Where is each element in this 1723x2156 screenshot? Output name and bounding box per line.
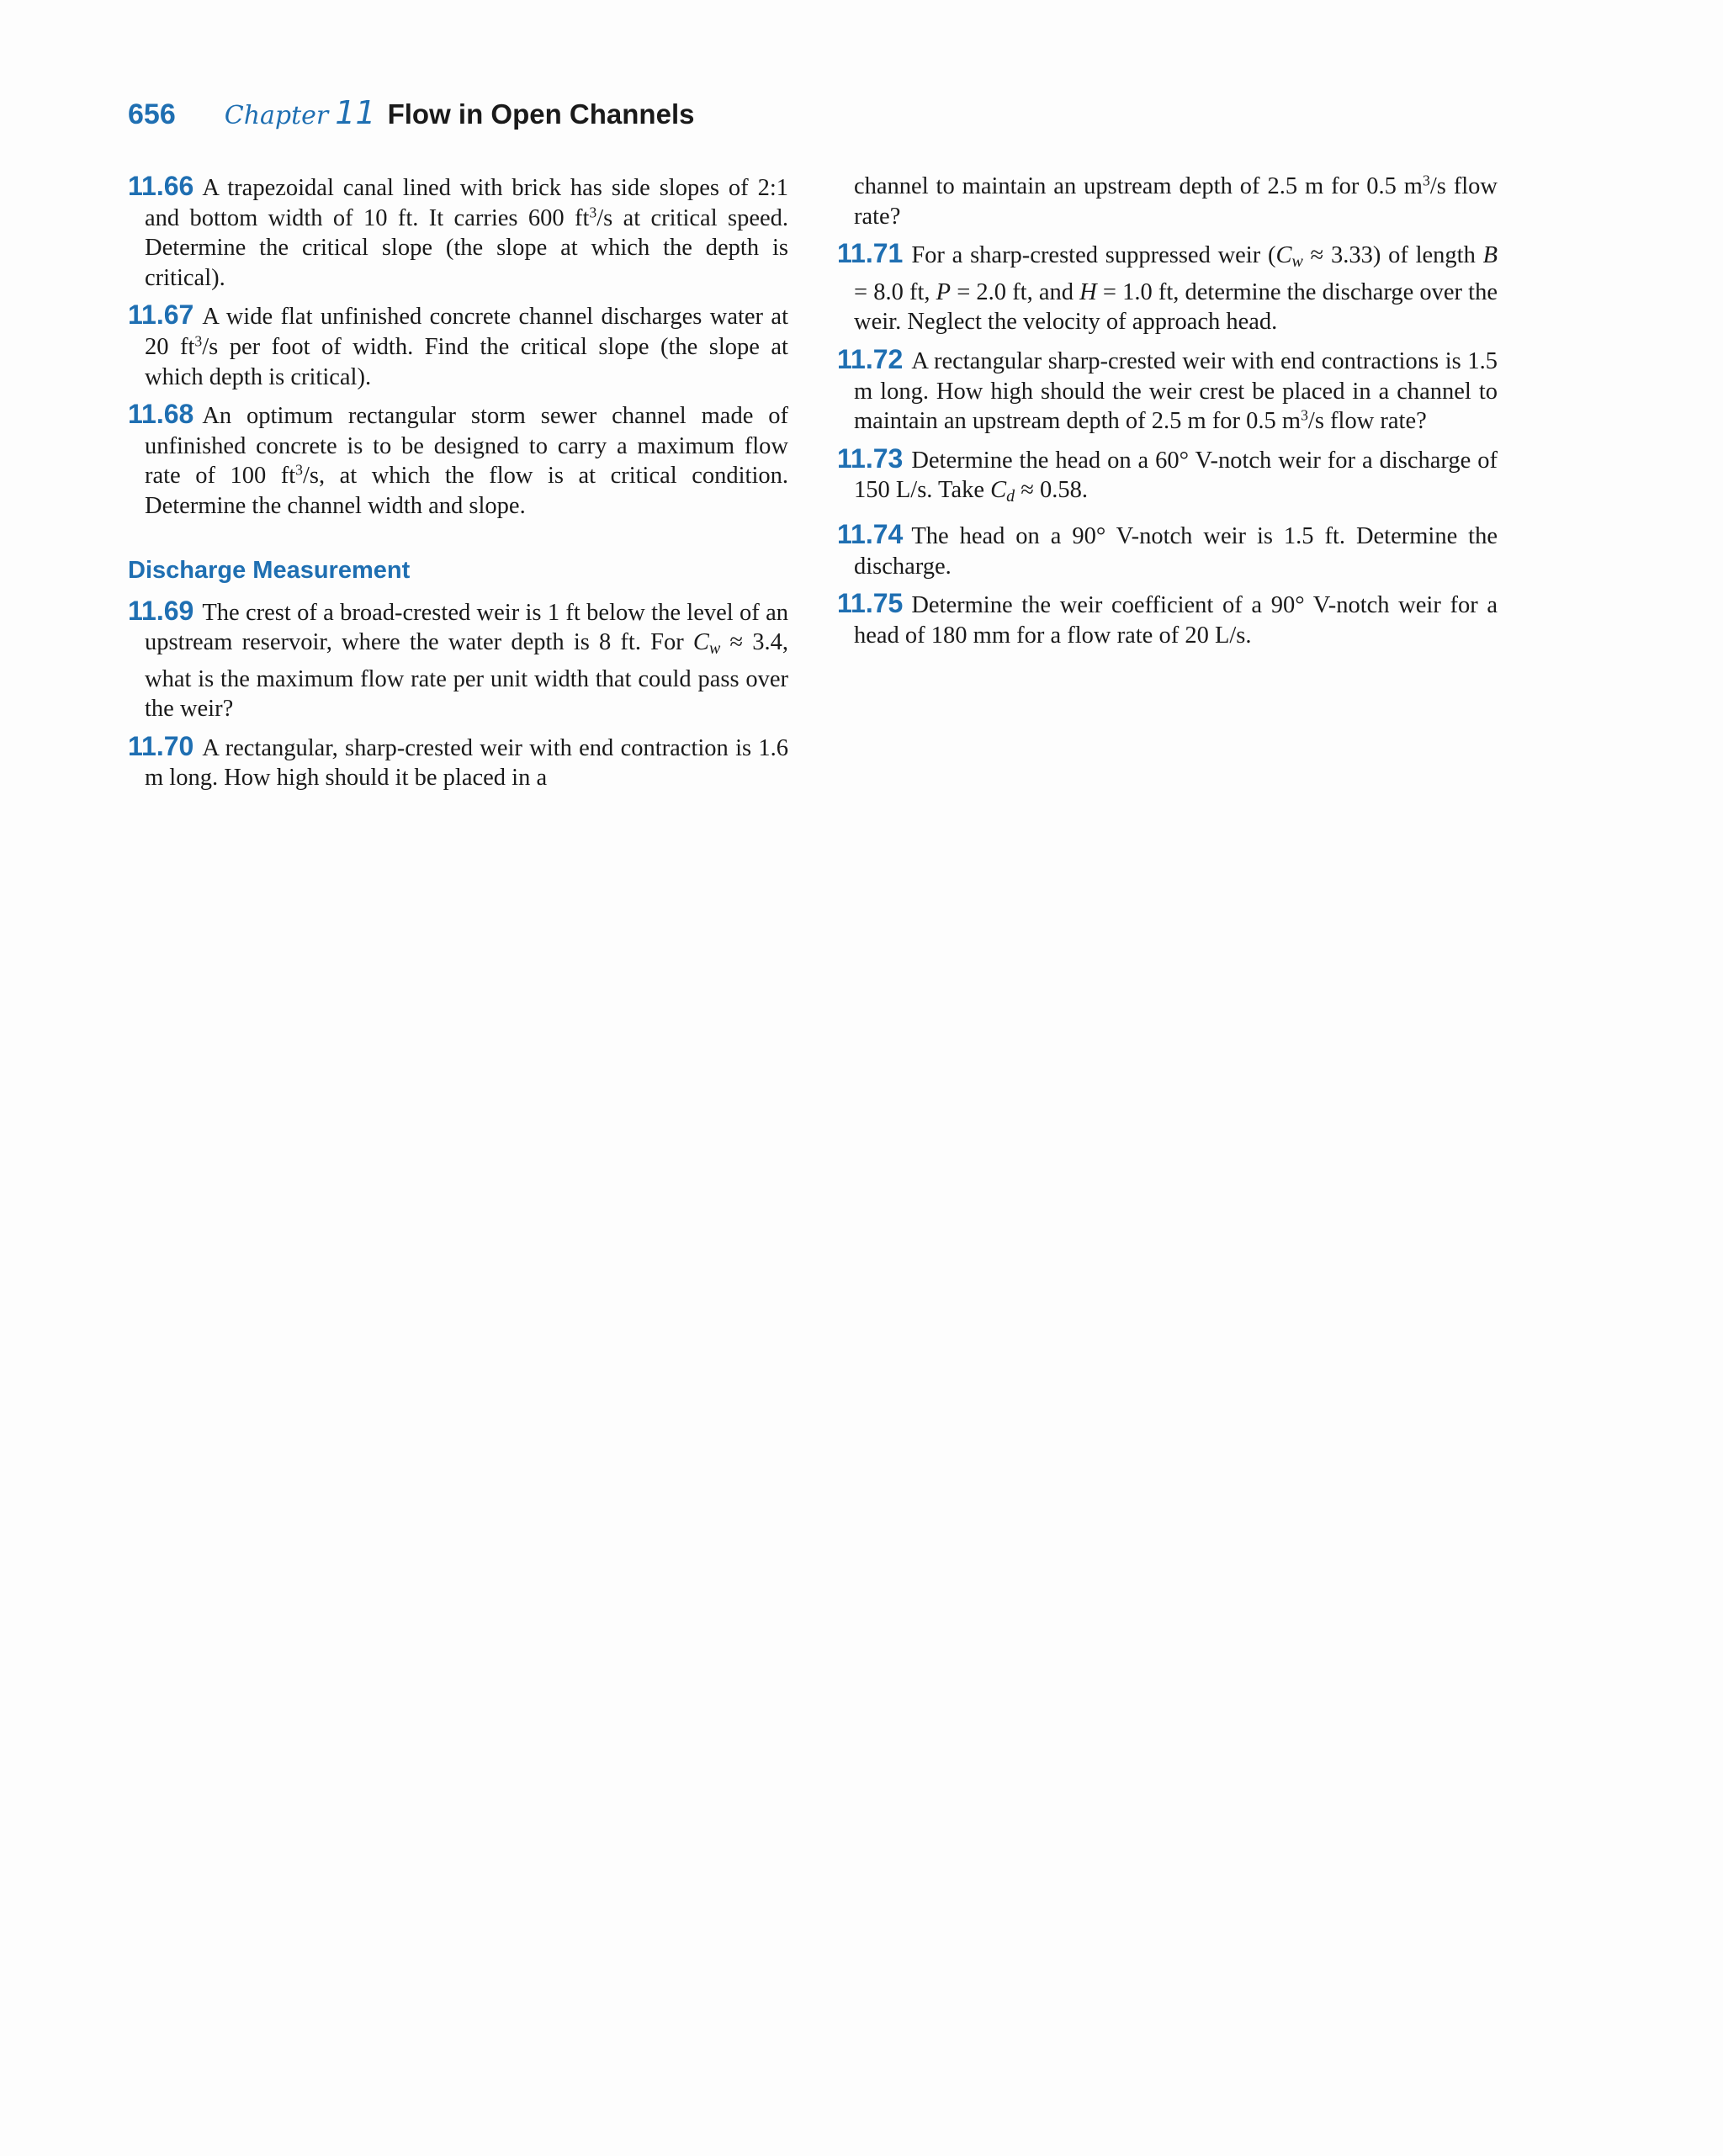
superscript: 3 (1301, 406, 1308, 424)
problem-text: Determine the head on a 60° V-notch weir for a discharge of 150 L/s. Take (854, 447, 1498, 504)
chapter-title: Flow in Open Channels (387, 98, 695, 130)
problem-number: 11.66 (128, 171, 194, 201)
problem-11-72 (837, 345, 1498, 437)
subscript: d (1006, 487, 1015, 506)
subscript: w (1291, 252, 1303, 272)
chapter-number: 11 (335, 94, 376, 131)
variable: P (936, 278, 952, 305)
problem-text: = 8.0 ft, (854, 278, 936, 305)
problem-text: The head on a 90° V-notch weir is 1.5 ft. Determine the discharge. (854, 522, 1498, 580)
problem-text: = 1.0 ft, determine the discharge over the weir. Neglect the velocity of approach head. (854, 278, 1498, 336)
problem-text: A rectangular sharp-crested weir with end contractions is 1.5 m long. How high should the weir crest be placed in a channel to maintain an upstream depth of 2.5 m for 0.5 m (854, 347, 1498, 435)
problem-number: 11.73 (837, 442, 904, 474)
problem-11-71 (837, 239, 1498, 337)
problem-text: The crest of a broad-crested weir is 1 ft below the level of an upstream reservoir, where the water depth is 8 ft. For (145, 599, 788, 656)
superscript: 3 (589, 203, 597, 220)
problem-number: 11.72 (837, 343, 904, 374)
problem-number: 11.67 (128, 299, 194, 331)
problem-text: channel to maintain an upstream depth of 2.5 m for 0.5 m (854, 173, 1423, 199)
problem-text: A trapezoidal canal lined with brick has side slopes of 2:1 and bottom width of 10 ft. It carries 600 ft (145, 175, 788, 231)
superscript: 3 (194, 332, 203, 350)
superscript: 3 (1422, 172, 1430, 189)
problem-text: /s at critical speed. Determine the critical slope (the slope at which the depth is critical). (145, 204, 788, 291)
problem-text: /s per foot of width. Find the critical slope (the slope at which depth is critical). (145, 333, 788, 390)
problem-11-70 (128, 732, 788, 793)
problem-text: ≈ 3.4, what is the maximum flow rate per unit width that could pass over the weir? (145, 629, 788, 723)
right-column (837, 172, 1498, 658)
running-head (128, 94, 694, 131)
problem-11-73 (837, 444, 1498, 512)
problem-number: 11.74 (837, 518, 904, 549)
superscript: 3 (295, 461, 303, 479)
left-column (128, 172, 788, 801)
problem-11-67 (128, 300, 788, 392)
problem-text: /s, at which the flow is at critical condition. Determine the channel width and slope. (145, 463, 788, 519)
problem-number: 11.68 (128, 399, 194, 430)
problem-11-66 (128, 172, 788, 293)
problem-11-70-continued (837, 172, 1498, 231)
problem-text: ≈ 0.58. (1015, 477, 1089, 504)
problem-text: For a sharp-crested suppressed weir ( (911, 242, 1276, 269)
variable: B (1482, 242, 1498, 269)
problem-11-75 (837, 589, 1498, 650)
problem-text: An optimum rectangular storm sewer channel made of unfinished concrete is to be designed to carry a maximum flow rate of 100 ft (145, 403, 788, 490)
problem-11-68 (128, 400, 788, 521)
problem-number: 11.69 (128, 595, 194, 626)
variable: C (692, 629, 709, 656)
page-number: 656 (128, 98, 176, 130)
problem-text: A rectangular, sharp-crested weir with end contraction is 1.6 m long. How high should it be placed in a (145, 734, 788, 792)
variable: H (1079, 278, 1097, 305)
variable: C (1275, 242, 1292, 269)
problem-text: = 2.0 ft, and (951, 278, 1080, 305)
problem-number: 11.71 (837, 238, 904, 269)
problem-text: /s flow rate? (1307, 408, 1427, 435)
variable: C (990, 477, 1007, 504)
problem-number: 11.70 (128, 730, 194, 761)
chapter-label: Chapter (224, 101, 329, 130)
problem-text: A wide flat unfinished concrete channel discharges water at 20 ft (145, 304, 788, 360)
problem-number: 11.75 (837, 588, 904, 619)
problem-text: /s flow rate? (854, 173, 1498, 230)
problem-11-74 (837, 520, 1498, 581)
problem-text: ≈ 3.33) of length (1302, 242, 1483, 269)
section-heading: Discharge Measurement (128, 556, 411, 584)
problem-text: Determine the weir coefficient of a 90° V-notch weir for a head of 180 mm for a flow rate of 20 L/s. (854, 592, 1498, 649)
problem-11-69 (128, 596, 788, 724)
subscript: w (708, 639, 721, 659)
